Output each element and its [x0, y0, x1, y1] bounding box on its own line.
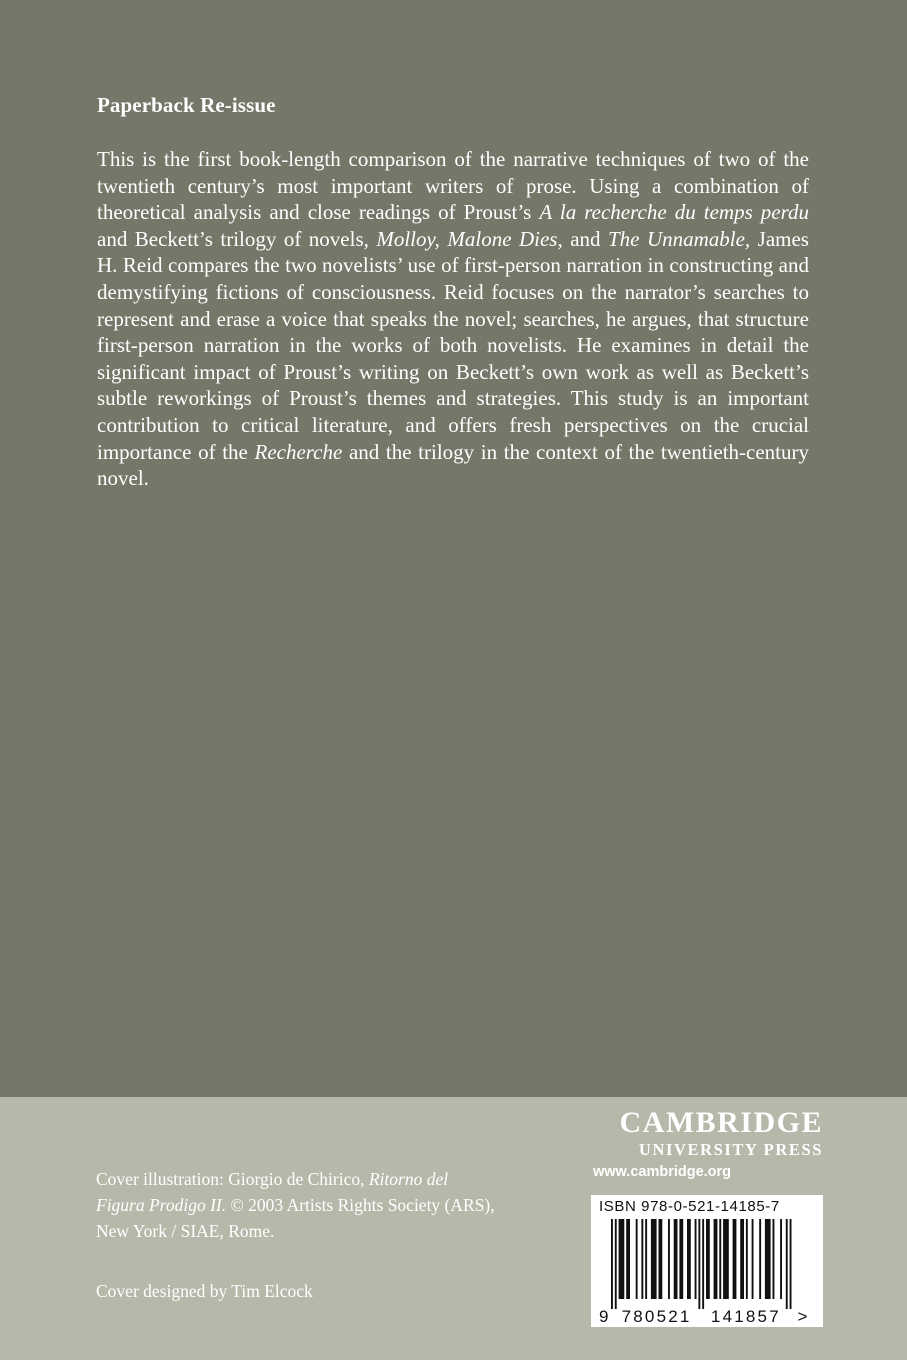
barcode-bar	[626, 1219, 630, 1299]
description-run-0: This is the first book-length comparison of the narrative techniques of two of the twentieth century’s most important writers of prose. Using a combination of theoretical analysis and close readings of Proust’s	[97, 147, 809, 225]
isbn-barcode	[591, 1195, 823, 1327]
barcode-bar	[723, 1219, 729, 1299]
barcode-bar	[714, 1219, 718, 1299]
barcode-bar	[702, 1219, 704, 1309]
description-run-1: A la recherche du temps perdu	[539, 200, 809, 225]
publisher-logo	[583, 1107, 823, 1183]
barcode-bar	[659, 1219, 663, 1299]
description-paragraph	[97, 146, 809, 492]
barcode-bar	[679, 1219, 683, 1299]
barcode-bar	[619, 1219, 625, 1299]
description-run-3: Molloy, Malone Dies,	[376, 226, 563, 251]
reissue-heading: Paperback Re-issue	[97, 93, 276, 117]
publisher-subtitle: UNIVERSITY PRESS	[638, 1140, 823, 1159]
description-run-4: and	[562, 226, 608, 251]
publisher-name: CAMBRIDGE	[619, 1106, 823, 1139]
publisher-url: www.cambridge.org	[593, 1164, 732, 1180]
barcode-bar	[651, 1219, 657, 1299]
barcode-bar	[719, 1219, 721, 1299]
barcode-digits: 141857	[710, 1307, 781, 1326]
barcode-bar	[773, 1219, 775, 1299]
barcode-bar	[790, 1219, 792, 1309]
cover-designer-credit: Cover designed by Tim Elcock	[96, 1281, 313, 1301]
barcode-bar	[746, 1219, 748, 1299]
cover-illustration-credit	[96, 1167, 496, 1244]
barcode-bar	[687, 1219, 691, 1299]
barcode-bar	[611, 1219, 613, 1309]
credit-run-0: Cover illustration: Giorgio de Chirico,	[96, 1169, 369, 1189]
barcode-bar	[698, 1219, 700, 1309]
barcode-bar	[780, 1219, 782, 1299]
credit-run-2: © 2003 Artists Rights Society (ARS), New York / SIAE, Rome.	[96, 1194, 495, 1241]
barcode-bar	[733, 1219, 737, 1299]
barcode-bar	[695, 1219, 697, 1299]
barcode-bar	[645, 1219, 647, 1299]
barcode-digits: >	[797, 1307, 808, 1326]
description-run-5: The Unnamable,	[607, 226, 751, 251]
barcode-bar	[752, 1219, 754, 1299]
barcode-bar	[759, 1219, 761, 1299]
book-description	[97, 146, 809, 492]
barcode-bar	[668, 1219, 670, 1299]
barcode-bar	[615, 1219, 617, 1309]
barcode-bar	[706, 1219, 710, 1299]
barcode-digits: 9	[599, 1307, 609, 1326]
isbn-label: ISBN 978-0-521-14185-7	[599, 1198, 780, 1215]
description-run-8: and the trilogy in the context of the twentieth-century novel.	[97, 439, 810, 491]
credit-run-1: Ritorno del Figura Prodigo II.	[96, 1169, 449, 1215]
description-run-2: and Beckett’s trilogy of novels,	[97, 226, 377, 251]
barcode-bar	[674, 1219, 678, 1299]
barcode-digits: 780521	[621, 1307, 692, 1326]
barcode-bar	[786, 1219, 788, 1309]
barcode-bar	[636, 1219, 638, 1299]
description-run-6: James H. Reid compares the two novelists’ use of first-person narration in constructing and demystifying fictions of consciousness. Reid focuses on the narrator’s searches to represent and erase a voice that speaks the novel; searches, he argues, that structure first-person narration in the works of both novelists. He examines in detail the significant impact of Proust’s writing on Beckett’s own work as well as Beckett’s subtle reworkings of Proust’s themes and strategies. This study is an important contribution to critical literature, and offers fresh perspectives on the crucial importance of the	[97, 226, 809, 464]
description-run-7: Recherche	[254, 439, 343, 464]
barcode-bar	[641, 1219, 643, 1299]
back-cover-lower-panel	[0, 1097, 907, 1360]
barcode-bar	[765, 1219, 771, 1299]
barcode-bar	[740, 1219, 744, 1299]
